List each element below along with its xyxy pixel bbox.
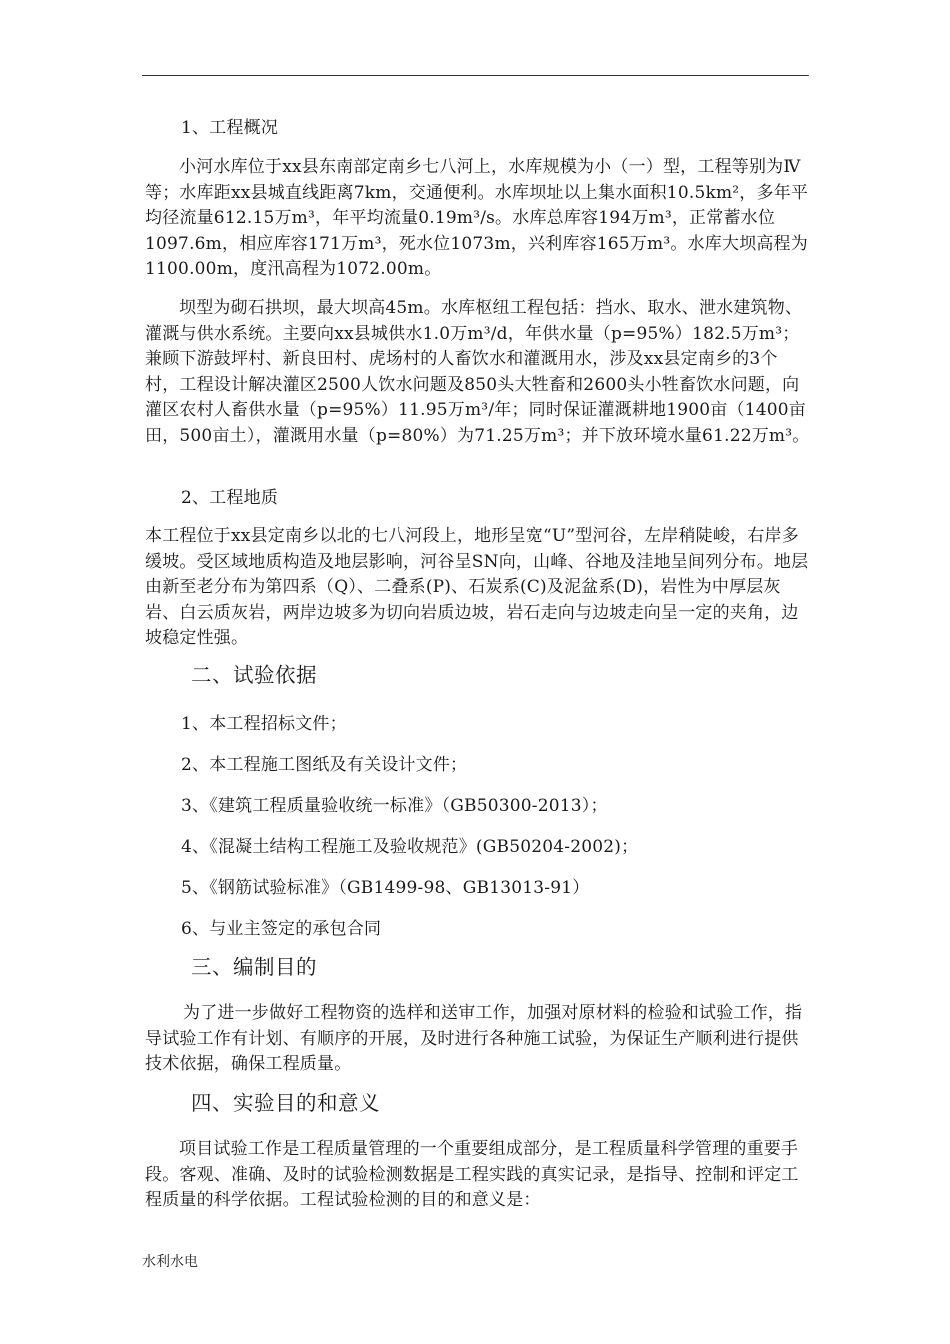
heading-test-meaning: 四、实验目的和意义 xyxy=(191,1091,380,1115)
header-rule xyxy=(142,75,809,76)
meaning-paragraph: 项目试验工作是工程质量管理的一个重要组成部分，是工程质量科学管理的重要手段。客观、准确、及时的试验检测数据是工程实践的真实记录，是指导、控制和评定工程质量的科学依据。工程试验检测的目的和意义是： xyxy=(145,1139,799,1210)
section-2-title: 2、工程地质 xyxy=(181,488,279,508)
basis-item-4: 4、《混凝土结构工程施工及验收规范》(GB50204-2002)； xyxy=(181,837,639,857)
section-1-paragraph-2: 坝型为砌石拱坝，最大坝高45m。水库枢纽工程包括：挡水、取水、泄水建筑物、灌溉与供水系统。主要向xx县城供水1.0万m³/d，年供水量（p=95%）182.5万m³；兼顾下游鼓坪村、新良田村、虎场村的人畜饮水和灌溉用水，涉及xx县定南乡的3个村，工程设计解决灌区2500人饮水问题及850头大牲畜和2600头小牲畜饮水问题，向灌区农村人畜供水量（p=95%）11.95万m³/年；同时保证灌溉耕地1900亩（1400亩田，500亩土），灌溉用水量（p=80%）为71.25万m³；并下放环境水量61.22万m³。 xyxy=(145,298,810,446)
footer-label: 水利水电 xyxy=(142,1254,198,1270)
section-1-title: 1、工程概况 xyxy=(181,118,279,138)
basis-item-3: 3、《建筑工程质量验收统一标准》（GB50300-2013）； xyxy=(181,796,608,816)
basis-item-5: 5、《钢筋试验标准》（GB1499-98、GB13013-91） xyxy=(181,878,590,898)
heading-compilation-purpose: 三、编制目的 xyxy=(191,955,317,979)
purpose-paragraph: 为了进一步做好工程物资的选样和送审工作，加强对原材料的检验和试验工作，指导试验工作有计划、有顺序的开展，及时进行各种施工试验，为保证生产顺利进行提供技术依据，确保工程质量。 xyxy=(145,1003,803,1074)
heading-test-basis: 二、试验依据 xyxy=(191,663,317,687)
basis-item-1: 1、本工程招标文件； xyxy=(181,714,347,734)
basis-item-6: 6、与业主签定的承包合同 xyxy=(181,919,382,939)
section-2-paragraph: 本工程位于xx县定南乡以北的七八河段上，地形呈宽“U”型河谷，左岸稍陡峻，右岸多缓坡。受区域地质构造及地层影响，河谷呈SN向，山峰、谷地及洼地呈间列分布。地层由新至老分布为第四系（Q）、二叠系(P)、石炭系(C)及泥盆系(D)，岩性为中厚层灰岩、白云质灰岩，两岸边坡多为切向岩质边坡，岩石走向与边坡走向呈一定的夹角，边坡稳定性强。 xyxy=(145,526,809,648)
section-1-paragraph-1: 小河水库位于xx县东南部定南乡七八河上，水库规模为小（一）型，工程等别为Ⅳ等；水库距xx县城直线距离7km，交通便利。水库坝址以上集水面积10.5km²，多年平均径流量612.15万m³，年平均流量0.19m³/s。水库总库容194万m³，正常蓄水位1097.6m，相应库容171万m³，死水位1073m，兴利库容165万m³。水库大坝高程为1100.00m，度汛高程为1072.00m。 xyxy=(145,157,809,279)
basis-item-2: 2、本工程施工图纸及有关设计文件； xyxy=(181,755,468,775)
